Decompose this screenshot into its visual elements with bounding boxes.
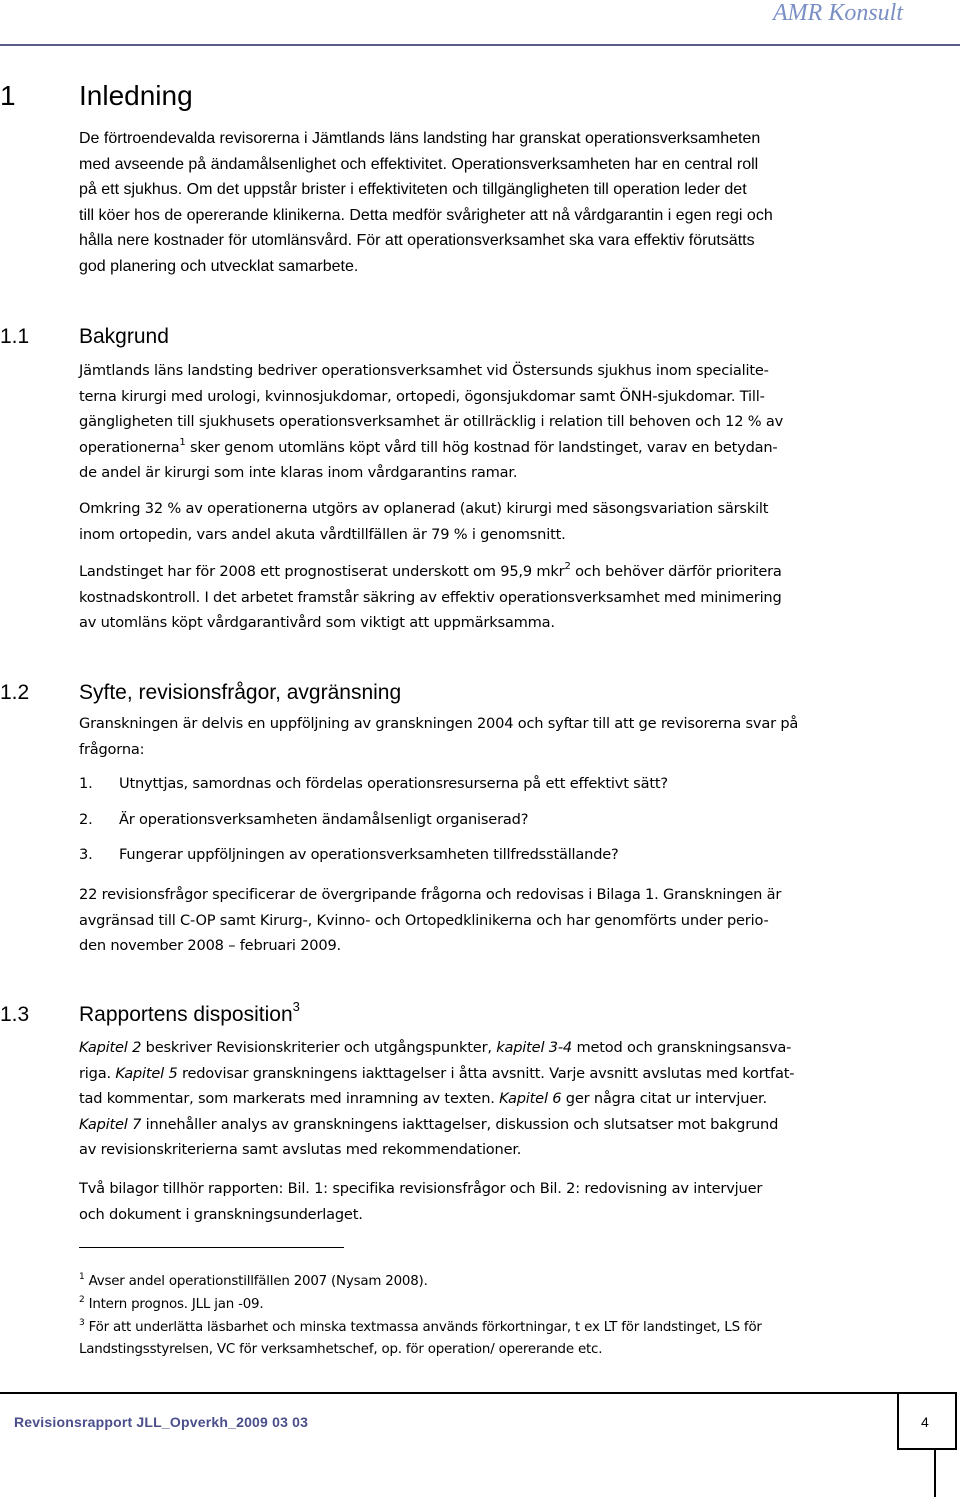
text-line: god planering och utvecklat samarbete. <box>79 257 359 275</box>
section-title: Syfte, revisionsfrågor, avgränsning <box>79 681 402 704</box>
footnote-number: 3 <box>79 1318 85 1328</box>
text-fragment: tad kommentar, som markerats med inramning av texten. <box>79 1090 500 1108</box>
section-1-3-paragraph-1 <box>79 1035 904 1163</box>
text-line: Jämtlands läns landsting bedriver operationsverksamhet vid Östersunds sjukhus inom specialite- <box>79 362 769 379</box>
section-1-1-paragraph-3 <box>79 559 904 636</box>
text-line: gängligheten till sjukhusets operationsverksamhet är otillräcklig i relation till behoven och 12 % av <box>79 413 784 431</box>
section-title: Bakgrund <box>79 325 169 348</box>
section-1-1-heading <box>0 323 169 351</box>
text-line: av utomläns köpt vårdgarantivård som viktigt att uppmärksamma. <box>79 614 555 632</box>
text-fragment: och behöver därför prioritera <box>570 563 782 580</box>
question-item <box>79 775 668 792</box>
text-line <box>79 1086 904 1112</box>
question-text: Fungerar uppföljningen av operationsverksamheten tillfredsställande? <box>119 846 619 863</box>
section-1-paragraph <box>79 126 904 280</box>
text-line: Omkring 32 % av operationerna utgörs av oplanerad (akut) kirurgi med säsongsvariation särskilt <box>79 500 769 517</box>
chapter-ref: Kapitel 5 <box>115 1064 178 1082</box>
section-1-2-intro <box>79 711 904 762</box>
text-line: De förtroendevalda revisorerna i Jämtlands läns landsting har granskat operationsverksamheten <box>79 130 761 147</box>
footnote <box>79 1316 762 1340</box>
footnote-text: Avser andel operationstillfällen 2007 (Nysam 2008). <box>88 1274 428 1289</box>
chapter-ref: Kapitel 2 <box>79 1039 142 1056</box>
question-number: 3. <box>79 846 93 863</box>
section-1-heading <box>0 78 193 114</box>
section-number: 1.3 <box>0 1003 30 1026</box>
section-1-1-paragraph-1 <box>79 358 904 486</box>
text-line <box>79 1112 904 1138</box>
section-number: 1.1 <box>0 325 30 348</box>
text-line: den november 2008 – februari 2009. <box>79 937 341 955</box>
footnote-continuation <box>79 1338 602 1362</box>
section-title: Inledning <box>79 80 193 111</box>
header-rule <box>0 44 960 46</box>
question-item <box>79 846 619 863</box>
question-text: Är operationsverksamheten ändamålsenligt organiserad? <box>119 811 529 828</box>
footnote-ref-3: 3 <box>292 999 300 1014</box>
footnote-text: Intern prognos. JLL jan -09. <box>88 1297 264 1312</box>
section-number: 1.2 <box>0 681 30 704</box>
text-fragment: Landstinget har för 2008 ett prognostiserat underskott om 95,9 mkr <box>79 563 565 580</box>
chapter-ref: Kapitel 7 <box>79 1115 142 1133</box>
text-fragment: ger några citat ur intervjuer. <box>561 1090 767 1108</box>
text-line: 22 revisionsfrågor specificerar de övergripande frågorna och redovisas i Bilaga 1. Granskningen är <box>79 886 782 903</box>
section-1-2-heading <box>0 679 401 707</box>
text-line: och dokument i granskningsunderlaget. <box>79 1205 363 1223</box>
page-number: 4 <box>921 1414 929 1430</box>
footnote-number: 1 <box>79 1272 85 1282</box>
text-line: till köer hos de opererande klinikerna. Detta medför svårigheter att nå vårdgarantin i egen regi och <box>79 206 773 224</box>
section-1-2-outro <box>79 882 904 959</box>
text-line: inom ortopedin, vars andel akuta vårdtillfällen är 79 % i genomsnitt. <box>79 525 566 543</box>
text-line: avgränsad till C-OP samt Kirurg-, Kvinno- och Ortopedklinikerna och har genomförts under perio- <box>79 911 769 929</box>
header-brand: AMR Konsult <box>773 0 903 26</box>
text-line <box>79 1061 904 1087</box>
footnote <box>79 1293 263 1317</box>
question-number: 2. <box>79 811 93 828</box>
section-1-3-heading <box>0 1001 300 1029</box>
text-fragment: operationerna <box>79 438 180 456</box>
text-line: på ett sjukhus. Om det uppstår brister i effektiviteten och tillgängligheten till operation leder det <box>79 181 747 199</box>
footer-rule <box>0 1392 900 1394</box>
text-fragment: redovisar granskningens iakttagelser i åtta avsnitt. Varje avsnitt avslutas med kortfat- <box>177 1064 795 1082</box>
text-fragment: beskriver Revisionskriterier och utgångspunkter, <box>141 1039 497 1056</box>
chapter-ref: kapitel 3-4 <box>496 1039 572 1056</box>
text-fragment: metod och granskningsansva- <box>572 1039 792 1056</box>
footnote-ref-2: 2 <box>564 561 571 572</box>
footnote-ref-1: 1 <box>179 436 186 448</box>
footnote <box>79 1270 428 1294</box>
section-number: 1 <box>0 80 16 111</box>
footnote-text: Landstingsstyrelsen, VC för verksamhetschef, op. för operation/ opererande etc. <box>79 1342 603 1357</box>
text-line: kostnadskontroll. I det arbetet framstår säkring av effektiv operationsverksamhet med minimering <box>79 588 782 606</box>
text-fragment: innehåller analys av granskningens iakttagelser, diskussion och slutsatser mot bakgrund <box>141 1115 779 1133</box>
text-line <box>79 559 904 585</box>
page-number-box-tail <box>934 1448 936 1497</box>
footnote-text: För att underlätta läsbarhet och minska textmassa används förkortningar, t ex LT för landstinget, LS för <box>88 1320 762 1335</box>
section-title: Rapportens disposition <box>79 1003 293 1026</box>
section-1-1-paragraph-2 <box>79 496 904 547</box>
text-fragment: sker genom utomläns köpt vård till hög kostnad för landstinget, varav en betydan- <box>185 438 778 456</box>
question-item <box>79 811 528 828</box>
question-number: 1. <box>79 775 93 792</box>
text-line: hålla nere kostnader för utomlänsvård. För att operationsverksamhet ska vara effektiv förutsätts <box>79 232 755 250</box>
text-line <box>79 1035 904 1061</box>
text-line: Granskningen är delvis en uppföljning av granskningen 2004 och syftar till att ge revisorerna svar på <box>79 715 799 732</box>
footnote-number: 2 <box>79 1295 85 1305</box>
section-1-3-paragraph-2 <box>79 1176 904 1227</box>
text-line: med avseende på ändamålsenlighet och effektivitet. Operationsverksamheten har en central roll <box>79 155 759 173</box>
text-line: av revisionskriterierna samt avslutas med rekommendationer. <box>79 1141 522 1159</box>
text-line: terna kirurgi med urologi, kvinnosjukdomar, ortopedi, ögonsjukdomar samt ÖNH-sjukdomar. Till- <box>79 387 765 405</box>
text-line: de andel är kirurgi som inte klaras inom vårdgarantins ramar. <box>79 464 518 482</box>
chapter-ref: Kapitel 6 <box>499 1090 562 1108</box>
question-text: Utnyttjas, samordnas och fördelas operationsresurserna på ett effektivt sätt? <box>119 775 668 792</box>
footnote-separator <box>79 1247 344 1248</box>
text-line: frågorna: <box>79 740 145 758</box>
text-line: Två bilagor tillhör rapporten: Bil. 1: specifika revisionsfrågor och Bil. 2: redovisning av intervjuer <box>79 1180 763 1197</box>
footer-document-name: Revisionsrapport JLL_Opverkh_2009 03 03 <box>14 1414 309 1430</box>
text-line <box>79 435 904 461</box>
text-fragment: riga. <box>79 1064 116 1082</box>
